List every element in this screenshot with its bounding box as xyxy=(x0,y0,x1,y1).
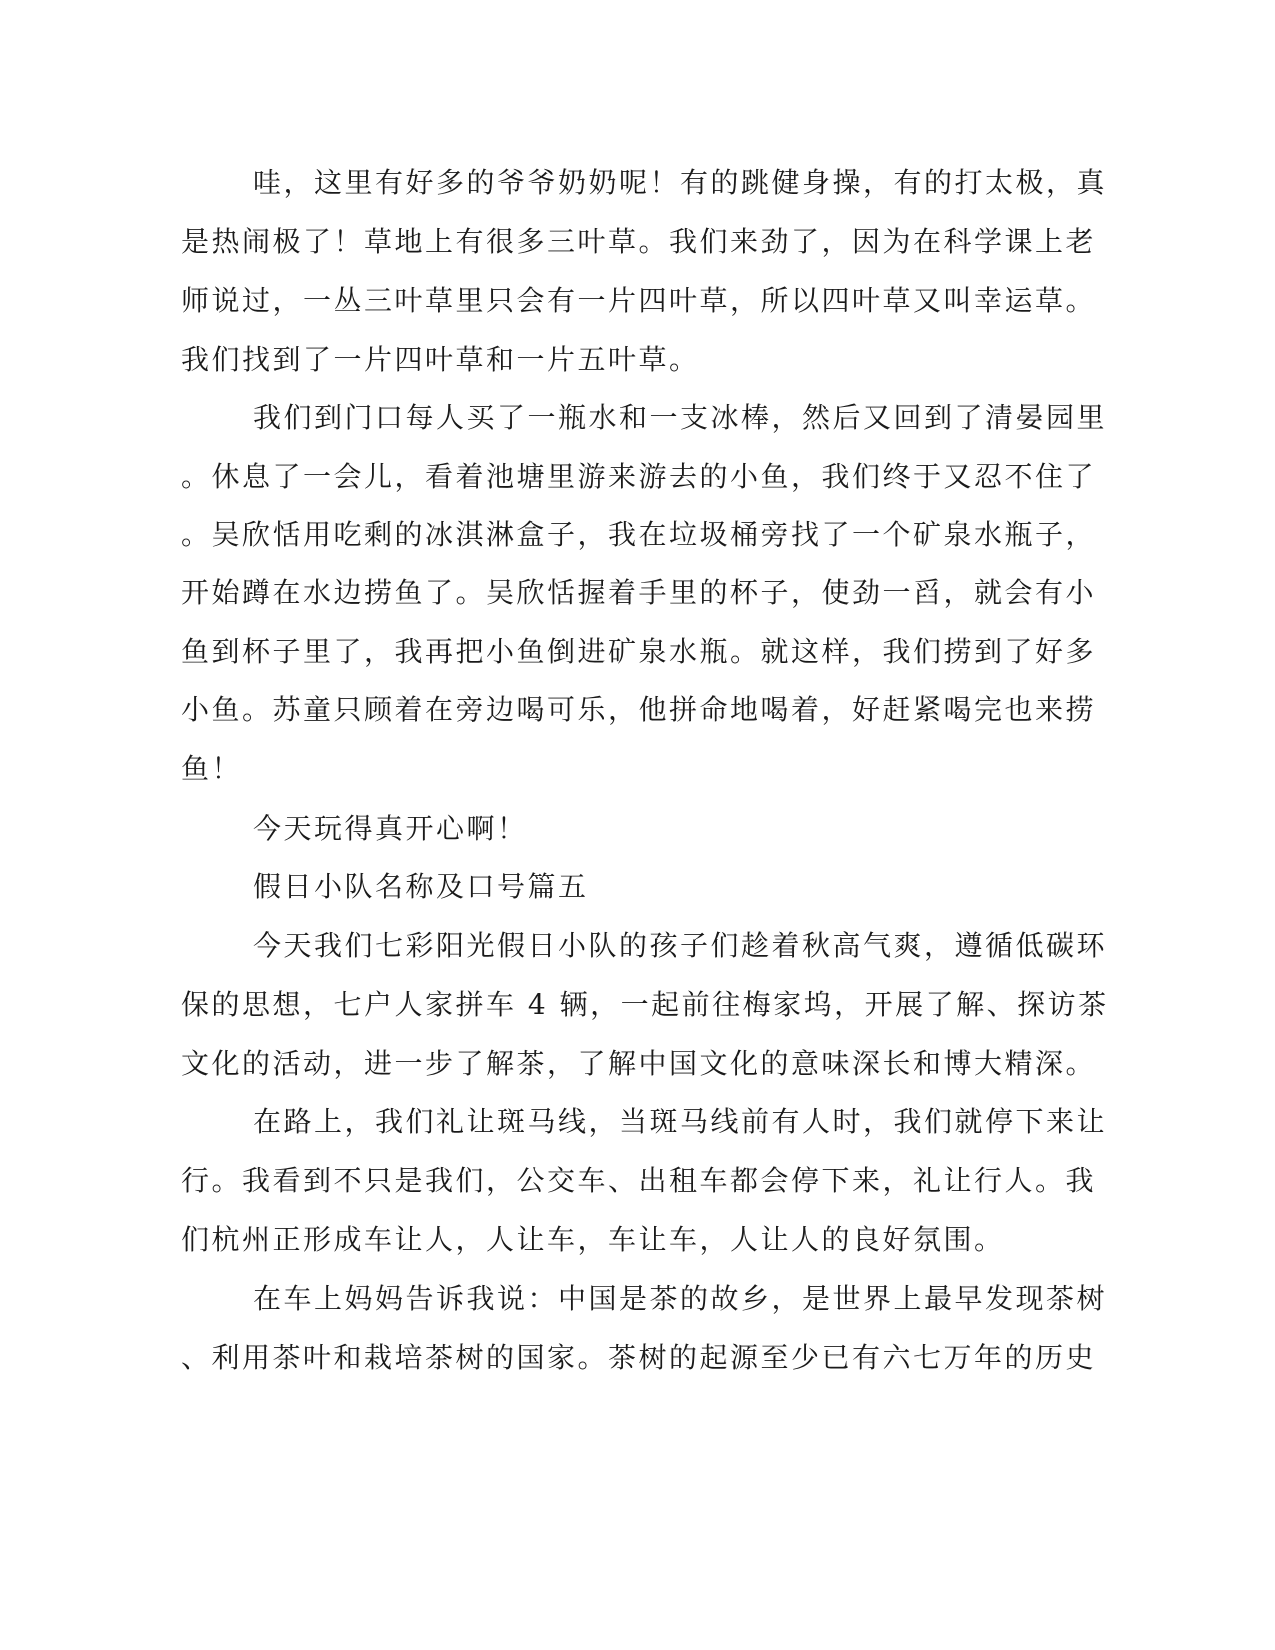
text-line: 今天玩得真开心啊！ xyxy=(253,812,528,845)
text-line: 是热闹极了！草地上有很多三叶草。我们来劲了，因为在科学课上老 xyxy=(181,225,1097,258)
text-line: 师说过，一丛三叶草里只会有一片四叶草，所以四叶草又叫幸运草。 xyxy=(181,284,1097,317)
text-line: 鱼！ xyxy=(181,752,243,785)
text-line: 。吴欣恬用吃剩的冰淇淋盒子，我在垃圾桶旁找了一个矿泉水瓶子， xyxy=(181,518,1097,551)
text-line: 。休息了一会儿，看着池塘里游来游去的小鱼，我们终于又忍不住了 xyxy=(181,460,1097,493)
text-line: 们杭州正形成车让人，人让车，车让车，人让人的良好氛围。 xyxy=(181,1223,1005,1256)
text-line: 开始蹲在水边捞鱼了。吴欣恬握着手里的杯子，使劲一舀，就会有小 xyxy=(181,576,1097,609)
text-line: 、利用茶叶和栽培茶树的国家。茶树的起源至少已有六七万年的历史 xyxy=(181,1341,1097,1374)
text-line: 保的思想，七户人家拼车 4 辆，一起前往梅家坞，开展了解、探访茶 xyxy=(181,988,1109,1021)
text-line: 鱼到杯子里了，我再把小鱼倒进矿泉水瓶。就这样，我们捞到了好多 xyxy=(181,635,1097,668)
text-line: 我们到门口每人买了一瓶水和一支冰棒，然后又回到了清晏园里 xyxy=(253,401,1108,434)
text-line: 行。我看到不只是我们，公交车、出租车都会停下来，礼让行人。我 xyxy=(181,1164,1097,1197)
text-line: 小鱼。苏童只顾着在旁边喝可乐，他拼命地喝着，好赶紧喝完也来捞 xyxy=(181,693,1097,726)
text-line: 文化的活动，进一步了解茶，了解中国文化的意味深长和博大精深。 xyxy=(181,1047,1097,1080)
text-line: 哇，这里有好多的爷爷奶奶呢！有的跳健身操，有的打太极，真 xyxy=(253,166,1108,199)
section-heading: 假日小队名称及口号篇五 xyxy=(253,870,589,903)
text-line: 我们找到了一片四叶草和一片五叶草。 xyxy=(181,343,700,376)
text-line: 今天我们七彩阳光假日小队的孩子们趁着秋高气爽，遵循低碳环 xyxy=(253,929,1108,962)
text-line: 在路上，我们礼让斑马线，当斑马线前有人时，我们就停下来让 xyxy=(253,1105,1108,1138)
text-line: 在车上妈妈告诉我说：中国是茶的故乡，是世界上最早发现茶树 xyxy=(253,1282,1108,1315)
